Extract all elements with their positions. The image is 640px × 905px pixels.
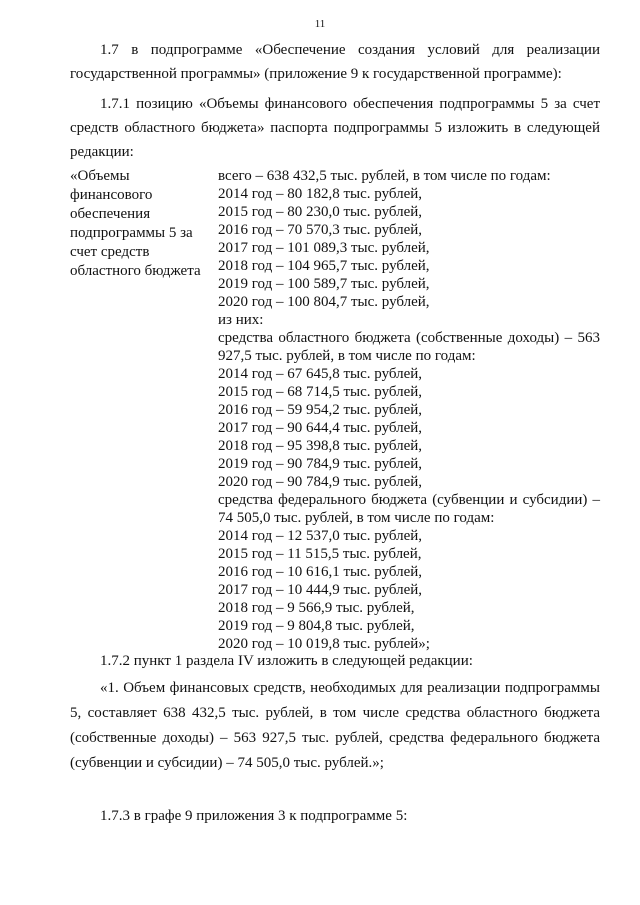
federal-budget-header: средства федерального бюджета (субвенции и субсидии) – 74 505,0 тыс. рублей, в том числе по годам: [218, 492, 600, 526]
federal-year-line: 2016 год – 10 616,1 тыс. рублей, [218, 564, 423, 580]
regional-year-line: 2018 год – 95 398,8 тыс. рублей, [218, 438, 423, 454]
federal-year-line: 2019 год – 9 804,8 тыс. рублей, [218, 618, 415, 634]
paragraph-1-7-2: 1.7.2 пункт 1 раздела IV изложить в следующей редакции: [100, 653, 473, 669]
regional-year-line: 2020 год – 90 784,9 тыс. рублей, [218, 474, 423, 490]
total-year-line: 2018 год – 104 965,7 тыс. рублей, [218, 258, 430, 274]
federal-year-line: 2017 год – 10 444,9 тыс. рублей, [218, 582, 423, 598]
paragraph-1-7: 1.7 в подпрограмме «Обеспечение создания условий для реализации государственной программы» (приложение 9 к государственной программе): [70, 42, 600, 82]
funding-table [70, 167, 600, 653]
total-year-line: 2019 год – 100 589,7 тыс. рублей, [218, 276, 430, 292]
of-them-line: из них: [218, 312, 264, 328]
total-year-line: 2017 год – 101 089,3 тыс. рублей, [218, 240, 430, 256]
label-line: обеспечения [70, 206, 151, 222]
funding-table-value-column [218, 167, 600, 653]
paragraph-quote: «1. Объем финансовых средств, необходимых для реализации подпрограммы 5, составляет 638 432,5 тыс. рублей, в том числе средства областного бюджета (собственные доходы) – 563 927,5 тыс. рублей, средства федерального бюджета (субвенции и субсидии) – 74 505,0 тыс. рублей.»; [70, 680, 600, 771]
page-number: 11 [314, 18, 326, 30]
paragraph-1-7-1: 1.7.1 позицию «Объемы финансового обеспечения подпрограммы 5 за счет средств областного бюджета» паспорта подпрограммы 5 изложить в следующей редакции: [70, 96, 600, 160]
funding-table-label-column [70, 167, 218, 653]
regional-year-line: 2015 год – 68 714,5 тыс. рублей, [218, 384, 423, 400]
federal-year-line: 2020 год – 10 019,8 тыс. рублей»; [218, 636, 430, 652]
regional-year-line: 2019 год – 90 784,9 тыс. рублей, [218, 456, 423, 472]
total-line: всего – 638 432,5 тыс. рублей, в том числе по годам: [218, 168, 551, 184]
label-line: «Объемы [70, 168, 130, 184]
total-year-line: 2016 год – 70 570,3 тыс. рублей, [218, 222, 423, 238]
total-year-line: 2014 год – 80 182,8 тыс. рублей, [218, 186, 423, 202]
regional-budget-header: средства областного бюджета (собственные доходы) – 563 927,5 тыс. рублей, в том числе по годам: [218, 330, 600, 364]
label-line: финансового [70, 187, 153, 203]
regional-year-line: 2017 год – 90 644,4 тыс. рублей, [218, 420, 423, 436]
label-line: подпрограммы 5 за [70, 225, 193, 241]
federal-year-line: 2018 год – 9 566,9 тыс. рублей, [218, 600, 415, 616]
label-line: счет средств [70, 244, 150, 260]
regional-year-line: 2014 год – 67 645,8 тыс. рублей, [218, 366, 423, 382]
total-year-line: 2015 год – 80 230,0 тыс. рублей, [218, 204, 423, 220]
paragraph-1-7-3: 1.7.3 в графе 9 приложения 3 к подпрограмме 5: [100, 808, 408, 824]
regional-year-line: 2016 год – 59 954,2 тыс. рублей, [218, 402, 423, 418]
label-line: областного бюджета [70, 263, 201, 279]
federal-year-line: 2014 год – 12 537,0 тыс. рублей, [218, 528, 423, 544]
total-year-line: 2020 год – 100 804,7 тыс. рублей, [218, 294, 430, 310]
federal-year-line: 2015 год – 11 515,5 тыс. рублей, [218, 546, 422, 562]
